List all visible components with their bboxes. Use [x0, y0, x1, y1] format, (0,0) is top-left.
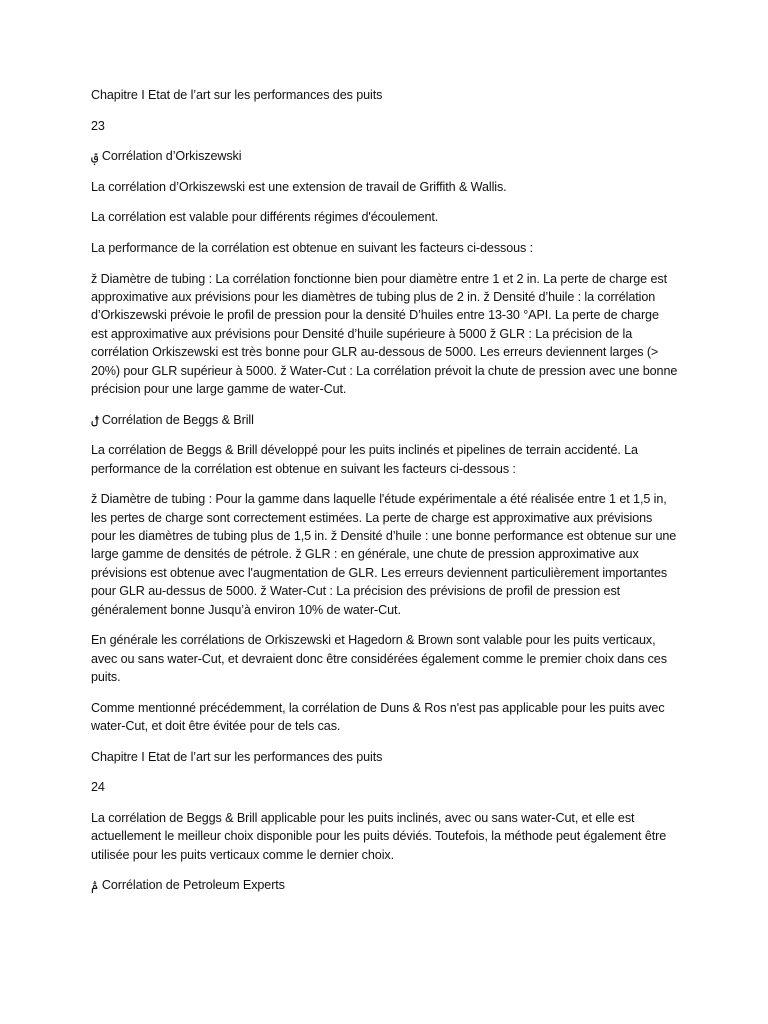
paragraph: ž Diamètre de tubing : Pour la gamme dans laquelle l'étude expérimentale a été réalisée entre 1 et 1,5 in, les pertes de charge sont correctement estimées. La perte de charge est approximative aux prévisions pour les diamètres de tubing plus de 1,5 in. ž Densité d’huile : une bonne performance est obtenue sur une large gamme de densités de pétrole. ž GLR : en générale, une chute de pression approximative aux prévisions est obtenue avec l'augmentation de GLR. Les erreurs deviennent particulièrement importantes pour GLR au-dessus de 5000. ž Water-Cut : La précision des prévisions de profil de pression est généralement bonne Jusqu’à environ 10% de water-Cut.	[91, 492, 677, 617]
paragraph: La corrélation d’Orkiszewski est une extension de travail de Griffith & Wallis.	[91, 179, 507, 194]
paragraph: ž Diamètre de tubing : La corrélation fonctionne bien pour diamètre entre 1 et 2 in. La perte de charge est approximative aux prévisions pour les diamètres de tubing plus de 2 in. ž Densité d’huile : la corrélation d’Orkiszewski prévoie le profil de pression pour la densité D’huiles entre 13-30 °API. La perte de charge est approximative aux prévisions pour Densité d’huile supérieure à 5000 ž GLR : La précision de la corrélation Orkiszewski est très bonne pour GLR au-dessous de 5000. Les erreurs deviennent larges (> 20%) pour GLR supérieur à 5000. ž Water-Cut : La corrélation prévoit la chute de pression avec une bonne précision pour une large gamme de water-Cut.	[91, 271, 678, 396]
paragraph: En générale les corrélations de Orkiszewski et Hagedorn & Brown sont valable pour les puits verticaux, avec ou sans water-Cut, et devraient donc être considérées également comme le premier choix dans ces puits.	[91, 633, 667, 685]
paragraph: Comme mentionné précédemment, la corrélation de Duns & Ros n'est pas applicable pour les puits avec water-Cut, et doit être évitée pour de tels cas.	[91, 700, 665, 734]
section-heading-orkiszewski	[91, 147, 678, 165]
bullet-icon: ࢧ	[91, 878, 99, 893]
section-heading-beggs-brill	[91, 411, 678, 429]
section-title: Corrélation d’Orkiszewski	[98, 149, 242, 164]
bullet-icon: ࢥ	[91, 149, 99, 164]
section-title: Corrélation de Beggs & Brill	[98, 412, 254, 427]
paragraph: La corrélation est valable pour différents régimes d'écoulement.	[91, 210, 439, 225]
section-heading-petroleum-experts	[91, 876, 678, 894]
page-number: 24	[91, 780, 105, 795]
paragraph: La corrélation de Beggs & Brill applicable pour les puits inclinés, avec ou sans water-Cut, et elle est actuellement le meilleur choix disponible pour les puits déviés. Toutefois, la méthode peut également être utilisée pour les puits verticaux comme le dernier choix.	[91, 810, 667, 862]
chapter-header: Chapitre I Etat de l’art sur les performances des puits	[91, 88, 383, 102]
chapter-header: Chapitre I Etat de l’art sur les performances des puits	[91, 749, 383, 764]
bullet-icon: ࢦ	[91, 412, 99, 427]
page-number: 23	[91, 118, 105, 133]
paragraph: La corrélation de Beggs & Brill développé pour les puits inclinés et pipelines de terrain accidenté. La performance de la corrélation est obtenue en suivant les facteurs ci-dessous :	[91, 443, 638, 476]
section-title: Corrélation de Petroleum Experts	[98, 878, 285, 893]
paragraph: La performance de la corrélation est obtenue en suivant les facteurs ci-dessous :	[91, 240, 534, 255]
